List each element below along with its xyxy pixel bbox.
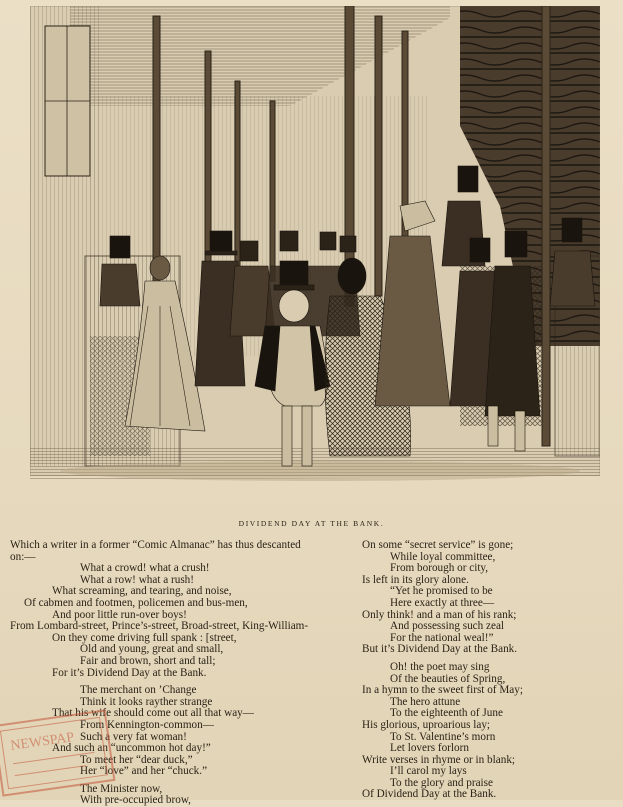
poem-line: Of cabmen and footmen, policemen and bus-men,: [24, 596, 248, 609]
library-stamp: [0, 704, 119, 802]
poem-right-column: [362, 540, 612, 801]
poem-line: That his wife should come out all that way—: [52, 707, 254, 720]
poem-line: I’ll carol my lays: [390, 765, 467, 778]
svg-text:NEWSPAP: NEWSPAP: [9, 730, 76, 754]
poem-line: Here exactly at three—: [390, 596, 495, 609]
poem-line: Old and young, great and small,: [80, 643, 224, 656]
poem-line: On some “secret service” is gone;: [362, 539, 514, 551]
poem-line: On they come driving full spank : [street,: [52, 631, 237, 644]
poem-line: To meet her “dear duck,”: [80, 753, 193, 766]
poem-line: But it’s Dividend Day at the Bank.: [362, 643, 518, 656]
poem-line: on:—: [10, 550, 36, 563]
poem-line: The hero attune: [390, 695, 461, 708]
poem-line: What screaming, and tearing, and noise,: [52, 585, 232, 598]
poem-line: “Yet he promised to be: [390, 585, 493, 598]
poem-line: Of Dividend Day at the Bank.: [362, 788, 497, 801]
bank-hall-engraving: [30, 6, 600, 496]
poem-line: In a hymn to the sweet first of May;: [362, 684, 523, 697]
poem-line: From Kennington-common—: [80, 718, 214, 731]
poem-line: His glorious, uproarious lay;: [362, 718, 491, 731]
poem-line: And such an “uncommon hot day!”: [52, 742, 211, 755]
poem-line: For the national weal!”: [390, 631, 494, 644]
poem-line: What a row! what a rush!: [80, 573, 195, 586]
poem-line: From borough or city,: [390, 562, 489, 575]
poem-line: The merchant on ’Change: [80, 684, 197, 697]
poem-line: Only think! and a man of his rank;: [362, 608, 517, 621]
poem-line: What a crowd! what a crush!: [80, 562, 210, 575]
poem-line: And poor little run-over boys!: [52, 608, 187, 621]
poem-line: The Minister now,: [80, 782, 163, 795]
poem-line: While loyal committee,: [390, 550, 496, 563]
poem-line: Which a writer in a former “Comic Almanac” has thus descanted: [10, 539, 301, 551]
poem-line: For it’s Dividend Day at the Bank.: [52, 666, 207, 679]
poem-line: To St. Valentine’s morn: [390, 730, 496, 743]
poem-line: Fair and brown, short and tall;: [80, 654, 216, 667]
poem-line: To the eighteenth of June: [390, 707, 503, 720]
poem-line: Write verses in rhyme or in blank;: [362, 753, 516, 766]
poem-line: To the glory and praise: [390, 776, 493, 789]
poem-line: Think it looks rayther strange: [80, 695, 213, 708]
poem-line: Such a very fat woman!: [80, 730, 187, 743]
poem-line: Oh! the poet may sing: [390, 660, 490, 673]
poem-line: Of the beauties of Spring,: [390, 672, 506, 685]
poem-line: From Lombard-street, Prince’s-street, Broad-street, King-William-: [10, 620, 309, 633]
poem-line: Her “love” and her “chuck.”: [80, 765, 208, 778]
poem-line: And possessing such zeal: [390, 620, 505, 633]
illustration-caption: DIVIDEND DAY AT THE BANK.: [238, 519, 385, 528]
poem-line: With pre-occupied brow,: [80, 794, 191, 807]
poem-line: Let lovers forlorn: [390, 742, 469, 755]
poem-line: Is left in its glory alone.: [362, 573, 469, 586]
